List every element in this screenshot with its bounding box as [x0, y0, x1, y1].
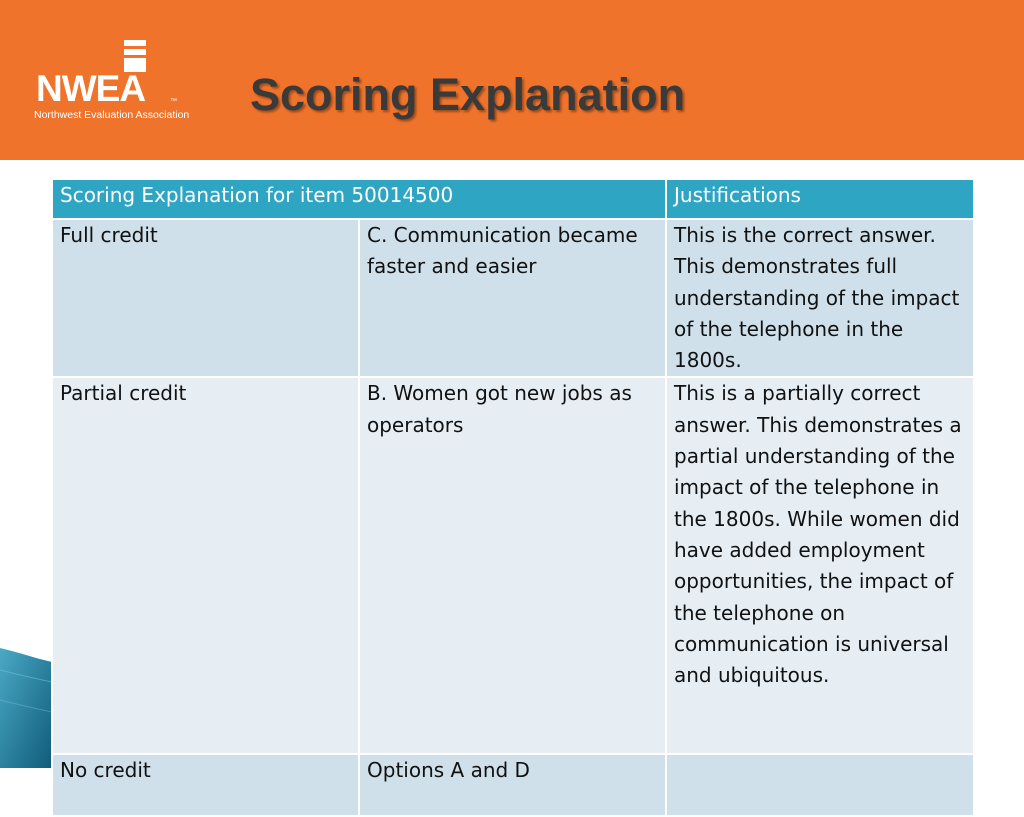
slide-title: Scoring Explanation: [250, 69, 686, 120]
nwea-logo: [30, 38, 210, 128]
table-row: [52, 754, 974, 816]
credit-cell: Full credit: [52, 219, 359, 377]
justification-cell: This is the correct answer. This demonstrates full understanding of the impact of the telephone in the 1800s.: [666, 219, 974, 377]
scoring-table: [51, 178, 975, 817]
header-justifications: Justifications: [666, 179, 974, 219]
logo-trademark: ™: [170, 98, 177, 105]
answer-cell: Options A and D: [359, 754, 666, 816]
justification-cell: This is a partially correct answer. This demonstrates a partial understanding of the impact of the telephone in the 1800s. While women did have added employment opportunities, the impact of the telephone on communication is universal and ubiquitous.: [666, 377, 974, 754]
table-header-row: [52, 179, 974, 219]
credit-cell: No credit: [52, 754, 359, 816]
answer-cell: B. Women got new jobs as operators: [359, 377, 666, 754]
logo-subtitle: Northwest Evaluation Association: [34, 109, 190, 121]
header-banner: [0, 0, 1024, 160]
credit-cell: Partial credit: [52, 377, 359, 754]
logo-name: NWEA: [36, 68, 146, 109]
table-row: [52, 377, 974, 754]
justification-cell: [666, 754, 974, 816]
table-row: [52, 219, 974, 377]
answer-cell: C. Communication became faster and easier: [359, 219, 666, 377]
header-item-label: Scoring Explanation for item 50014500: [52, 179, 666, 219]
